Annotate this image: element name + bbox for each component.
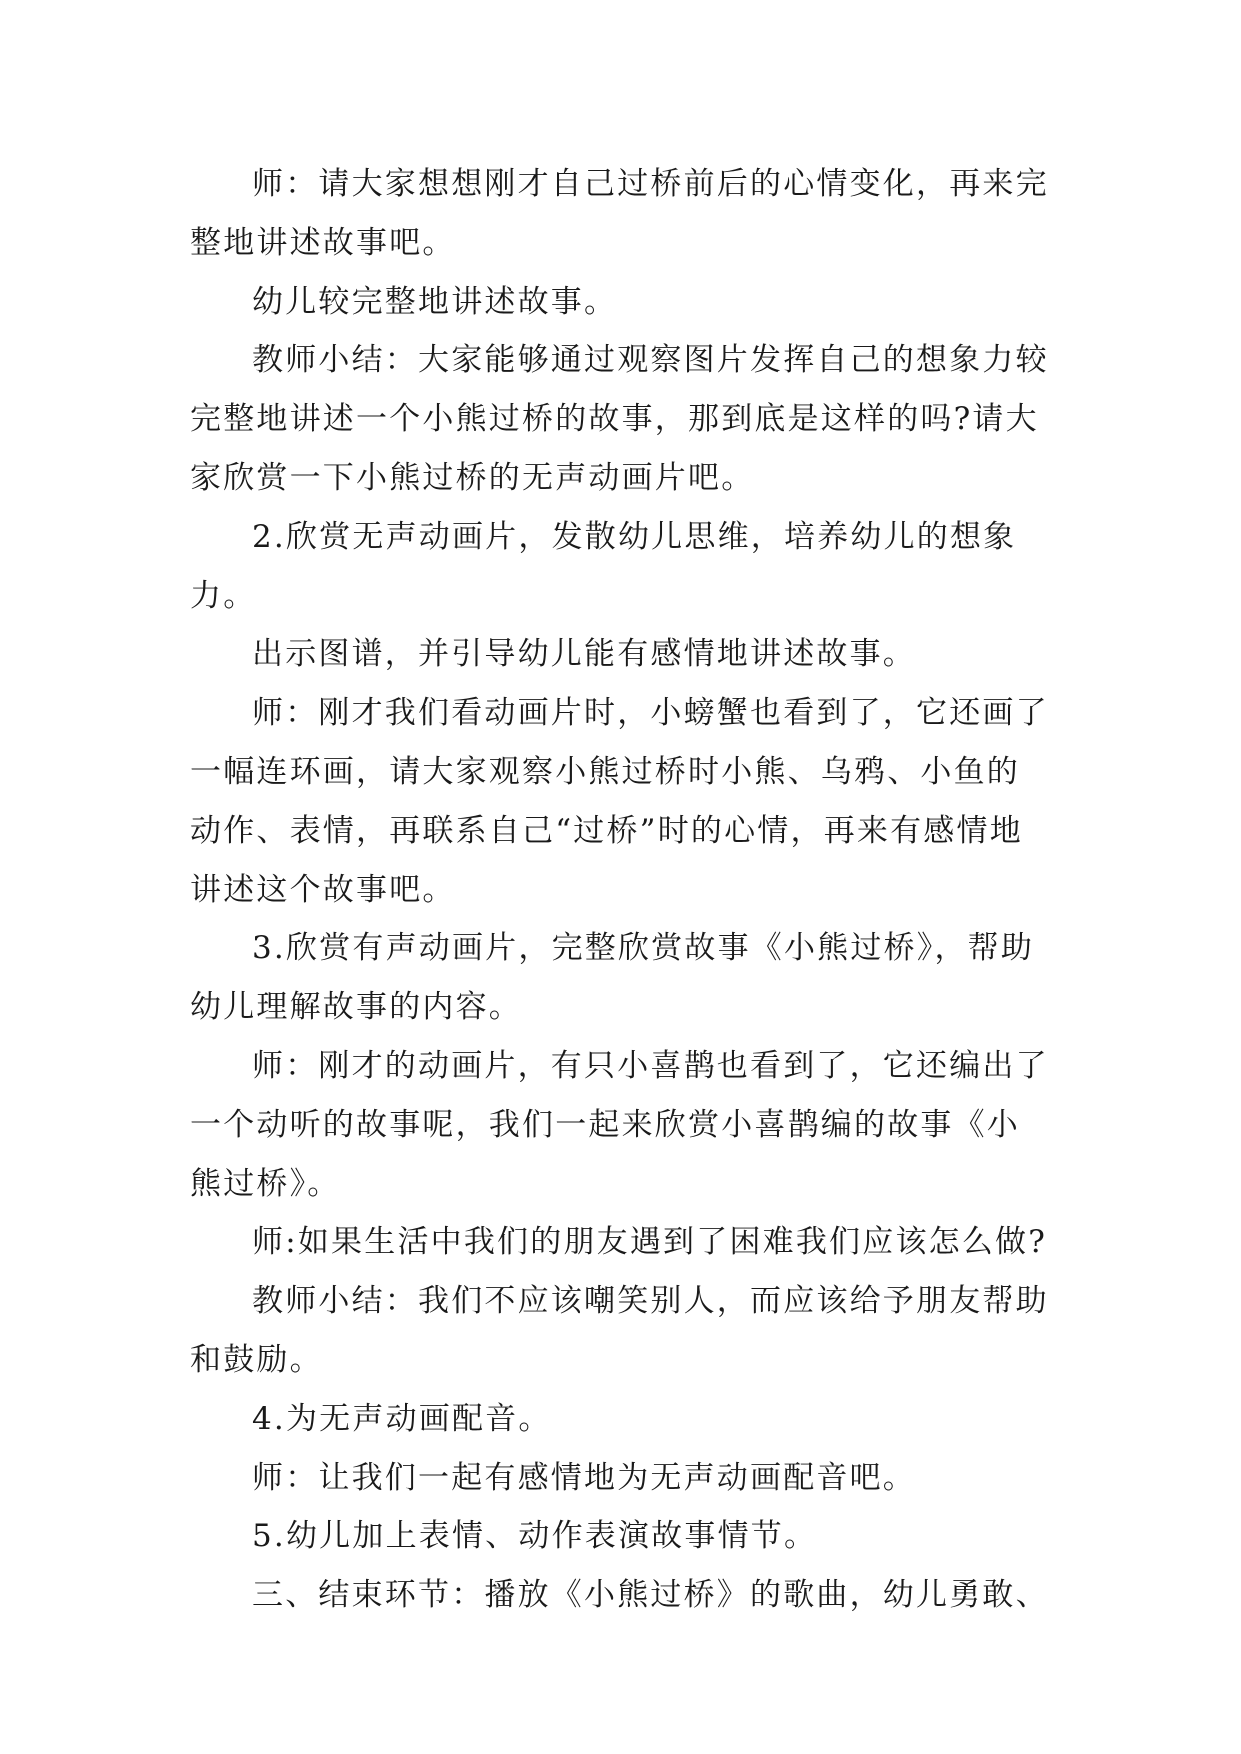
paragraph: 教师小结：我们不应该嘲笑别人，而应该给予朋友帮助和鼓励。 [190,1283,1049,1378]
paragraph: 出示图谱，并引导幼儿能有感情地讲述故事。 [252,636,916,673]
paragraph: 三、结束环节：播放《小熊过桥》的歌曲，幼儿勇敢、 [252,1577,1049,1614]
paragraph: 师:如果生活中我们的朋友遇到了困难我们应该怎么做? [252,1224,1048,1261]
paragraph: 师：刚才我们看动画片时，小螃蟹也看到了，它还画了一幅连环画，请大家观察小熊过桥时小熊、乌鸦、小鱼的动作、表情，再联系自己“过桥”时的心情，再来有感情地讲述这个故事吧。 [190,695,1049,908]
body-text [190,155,1050,1625]
paragraph: 幼儿较完整地讲述故事。 [252,283,618,320]
paragraph: 师：刚才的动画片，有只小喜鹊也看到了，它还编出了一个动听的故事呢，我们一起来欣赏小喜鹊编的故事《小熊过桥》。 [190,1047,1049,1202]
paragraph: 师：请大家想想刚才自己过桥前后的心情变化，再来完整地讲述故事吧。 [190,166,1049,261]
paragraph: 5.幼儿加上表情、动作表演故事情节。 [252,1518,818,1555]
paragraph: 教师小结：大家能够通过观察图片发挥自己的想象力较完整地讲述一个小熊过桥的故事，那到底是这样的吗?请大家欣赏一下小熊过桥的无声动画片吧。 [190,342,1049,496]
paragraph: 4.为无声动画配音。 [252,1400,552,1437]
paragraph: 3.欣赏有声动画片，完整欣赏故事《小熊过桥》，帮助幼儿理解故事的内容。 [190,930,1035,1026]
paragraph: 2.欣赏无声动画片，发散幼儿思维，培养幼儿的想象力。 [190,518,1017,614]
paragraph: 师：让我们一起有感情地为无声动画配音吧。 [252,1459,916,1496]
